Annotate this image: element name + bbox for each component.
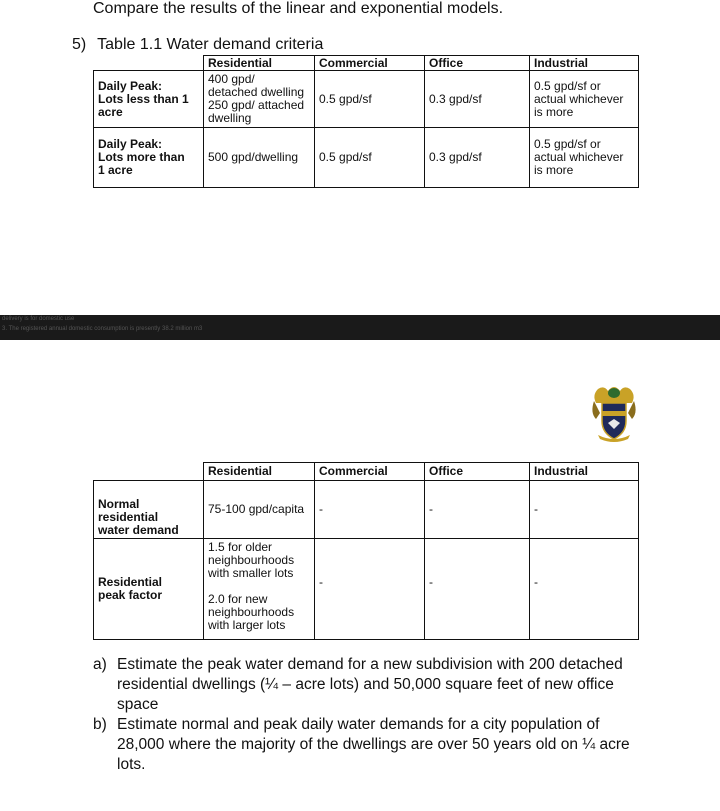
- question-label: a): [93, 656, 107, 673]
- question-label: b): [93, 716, 107, 733]
- header-office: Office: [425, 463, 530, 481]
- page-break-band: [0, 315, 720, 340]
- peak-factor-older: 1.5 for older neighbourhoods with smaller lots: [208, 540, 295, 580]
- row-label-normal-demand: Normal residential water demand: [94, 481, 204, 539]
- university-crest-icon: [590, 383, 638, 445]
- faded-text-line: 3. The registered annual domestic consumption is presently 38.2 million m3: [2, 326, 203, 332]
- header-commercial: Commercial: [315, 56, 425, 71]
- cell-residential: [204, 539, 315, 640]
- cell-office: -: [425, 481, 530, 539]
- row-label-peak-factor: Residential peak factor: [94, 539, 204, 640]
- row-label-lots-more: Daily Peak: Lots more than 1 acre: [94, 128, 204, 188]
- table-row: [94, 128, 639, 188]
- question-text: Estimate the peak water demand for a new subdivision with 200 detached residential dwellings (¼ – acre lots) and 50,000 square feet of new office space: [117, 656, 623, 713]
- cell-industrial: 0.5 gpd/sf or actual whichever is more: [530, 128, 639, 188]
- header-industrial: Industrial: [530, 56, 639, 71]
- row-label-lots-less: Daily Peak: Lots less than 1 acre: [94, 71, 204, 128]
- residential-demand-table: [93, 462, 639, 640]
- header-residential: Residential: [204, 463, 315, 481]
- header-blank-cell: [94, 56, 204, 71]
- table-header-row: [94, 463, 639, 481]
- cell-office: 0.3 gpd/sf: [425, 128, 530, 188]
- header-office: Office: [425, 56, 530, 71]
- water-demand-table: [93, 55, 639, 188]
- faded-text-line: delivery is for domestic use: [2, 316, 75, 322]
- cell-residential: 75-100 gpd/capita: [204, 481, 315, 539]
- list-item: [93, 715, 638, 775]
- peak-factor-new: 2.0 for new neighbourhoods with larger lots: [208, 592, 295, 632]
- table-row: [94, 539, 639, 640]
- cell-industrial: -: [530, 539, 639, 640]
- cell-office: -: [425, 539, 530, 640]
- cell-industrial: -: [530, 481, 639, 539]
- cell-office: 0.3 gpd/sf: [425, 71, 530, 128]
- cell-commercial: -: [315, 481, 425, 539]
- header-commercial: Commercial: [315, 463, 425, 481]
- list-item: [93, 655, 638, 715]
- table-header-row: [94, 56, 639, 71]
- question-text: Estimate normal and peak daily water demands for a city population of 28,000 where the majority of the dwellings are over 50 years old on ¼ acre lots.: [117, 716, 630, 773]
- cell-industrial: 0.5 gpd/sf or actual whichever is more: [530, 71, 639, 128]
- header-industrial: Industrial: [530, 463, 639, 481]
- cell-commercial: 0.5 gpd/sf: [315, 128, 425, 188]
- table-row: [94, 71, 639, 128]
- header-blank-cell: [94, 463, 204, 481]
- table-row: [94, 481, 639, 539]
- question-number: 5): [72, 36, 87, 53]
- cell-commercial: 0.5 gpd/sf: [315, 71, 425, 128]
- table-title: Table 1.1 Water demand criteria: [97, 36, 324, 53]
- cell-residential: 400 gpd/ detached dwelling 250 gpd/ attached dwelling: [204, 71, 315, 128]
- cell-commercial: -: [315, 539, 425, 640]
- question-list: [93, 655, 638, 775]
- header-residential: Residential: [204, 56, 315, 71]
- question-5-heading: [72, 36, 323, 54]
- cell-residential: 500 gpd/dwelling: [204, 128, 315, 188]
- intro-line: Compare the results of the linear and exponential models.: [93, 0, 504, 17]
